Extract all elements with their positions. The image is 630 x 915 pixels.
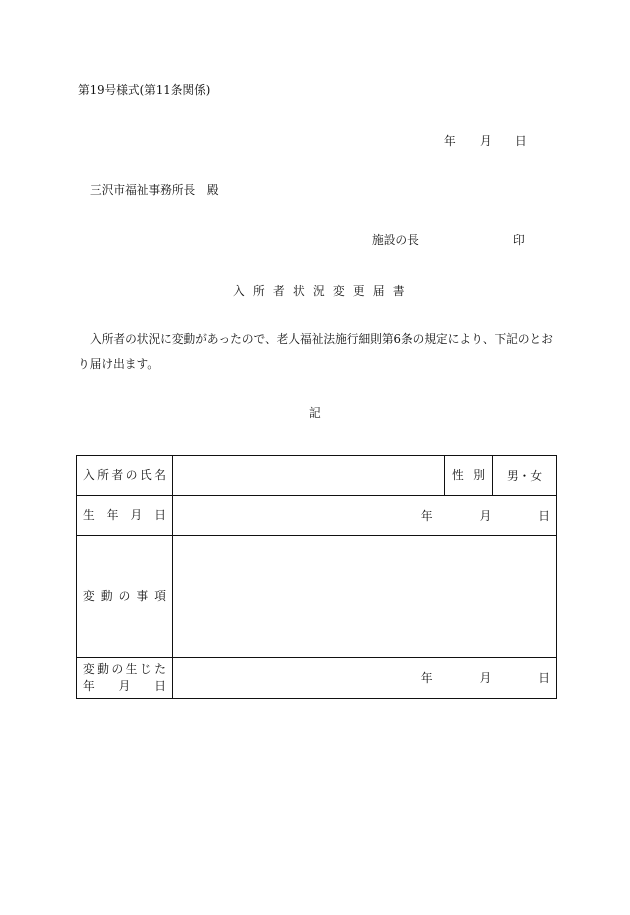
change-date-year: 年 <box>420 671 433 685</box>
birth-date-label-cell <box>77 496 173 536</box>
change-details-label-cell <box>77 536 173 658</box>
change-date-units <box>173 671 556 685</box>
birth-date-units <box>173 509 556 523</box>
sex-options: 男・女 <box>506 468 543 483</box>
resident-name-field[interactable] <box>173 456 445 496</box>
change-date-label-line-1: 変動の生じた <box>83 662 166 676</box>
birth-date-month: 月 <box>479 508 492 523</box>
resident-name-label-wrap <box>77 467 172 484</box>
sex-label-cell <box>445 456 493 496</box>
seal-mark: 印 <box>513 233 525 247</box>
change-details-label-wrap <box>77 588 172 605</box>
body-paragraph <box>78 327 558 377</box>
form-number: 第19号様式(第11条関係) <box>78 83 211 97</box>
change-notice-table <box>76 455 557 699</box>
change-date-label-line-2: 年月日 <box>83 679 166 693</box>
submission-date-day: 日 <box>515 134 527 148</box>
change-details-field[interactable] <box>173 536 557 658</box>
resident-name-label-cell <box>77 456 173 496</box>
sex-options-field[interactable] <box>493 456 557 496</box>
change-date-label-wrap <box>77 661 172 695</box>
birth-date-field[interactable] <box>173 496 557 536</box>
sex-label: 性別 <box>452 468 485 482</box>
submission-date-year: 年 <box>444 134 456 148</box>
change-details-label: 変動の事項 <box>83 589 166 603</box>
birth-date-label: 生年月日 <box>83 508 166 522</box>
submission-date-month: 月 <box>480 134 492 148</box>
sender-label: 施設の長 <box>372 233 419 247</box>
submission-date <box>0 134 630 148</box>
body-line-2: り届け出ます。 <box>78 357 159 371</box>
sex-label-wrap <box>445 467 492 484</box>
change-date-month: 月 <box>479 671 492 685</box>
ki-heading: 記 <box>309 406 321 420</box>
change-date-field[interactable] <box>173 658 557 699</box>
birth-date-year: 年 <box>420 508 433 523</box>
addressee: 三沢市福祉事務所長 殿 <box>90 183 219 197</box>
change-date-label-cell <box>77 658 173 699</box>
document-title: 入所者状況変更届書 <box>233 284 413 298</box>
birth-date-label-wrap <box>77 507 172 524</box>
change-date-day: 日 <box>538 671 550 685</box>
birth-date-day: 日 <box>538 508 550 523</box>
body-line-1: 入所者の状況に変動があったので、老人福祉法施行細則第6条の規定により、下記のとお <box>90 332 553 346</box>
resident-name-label: 入所者の氏名 <box>83 468 166 482</box>
